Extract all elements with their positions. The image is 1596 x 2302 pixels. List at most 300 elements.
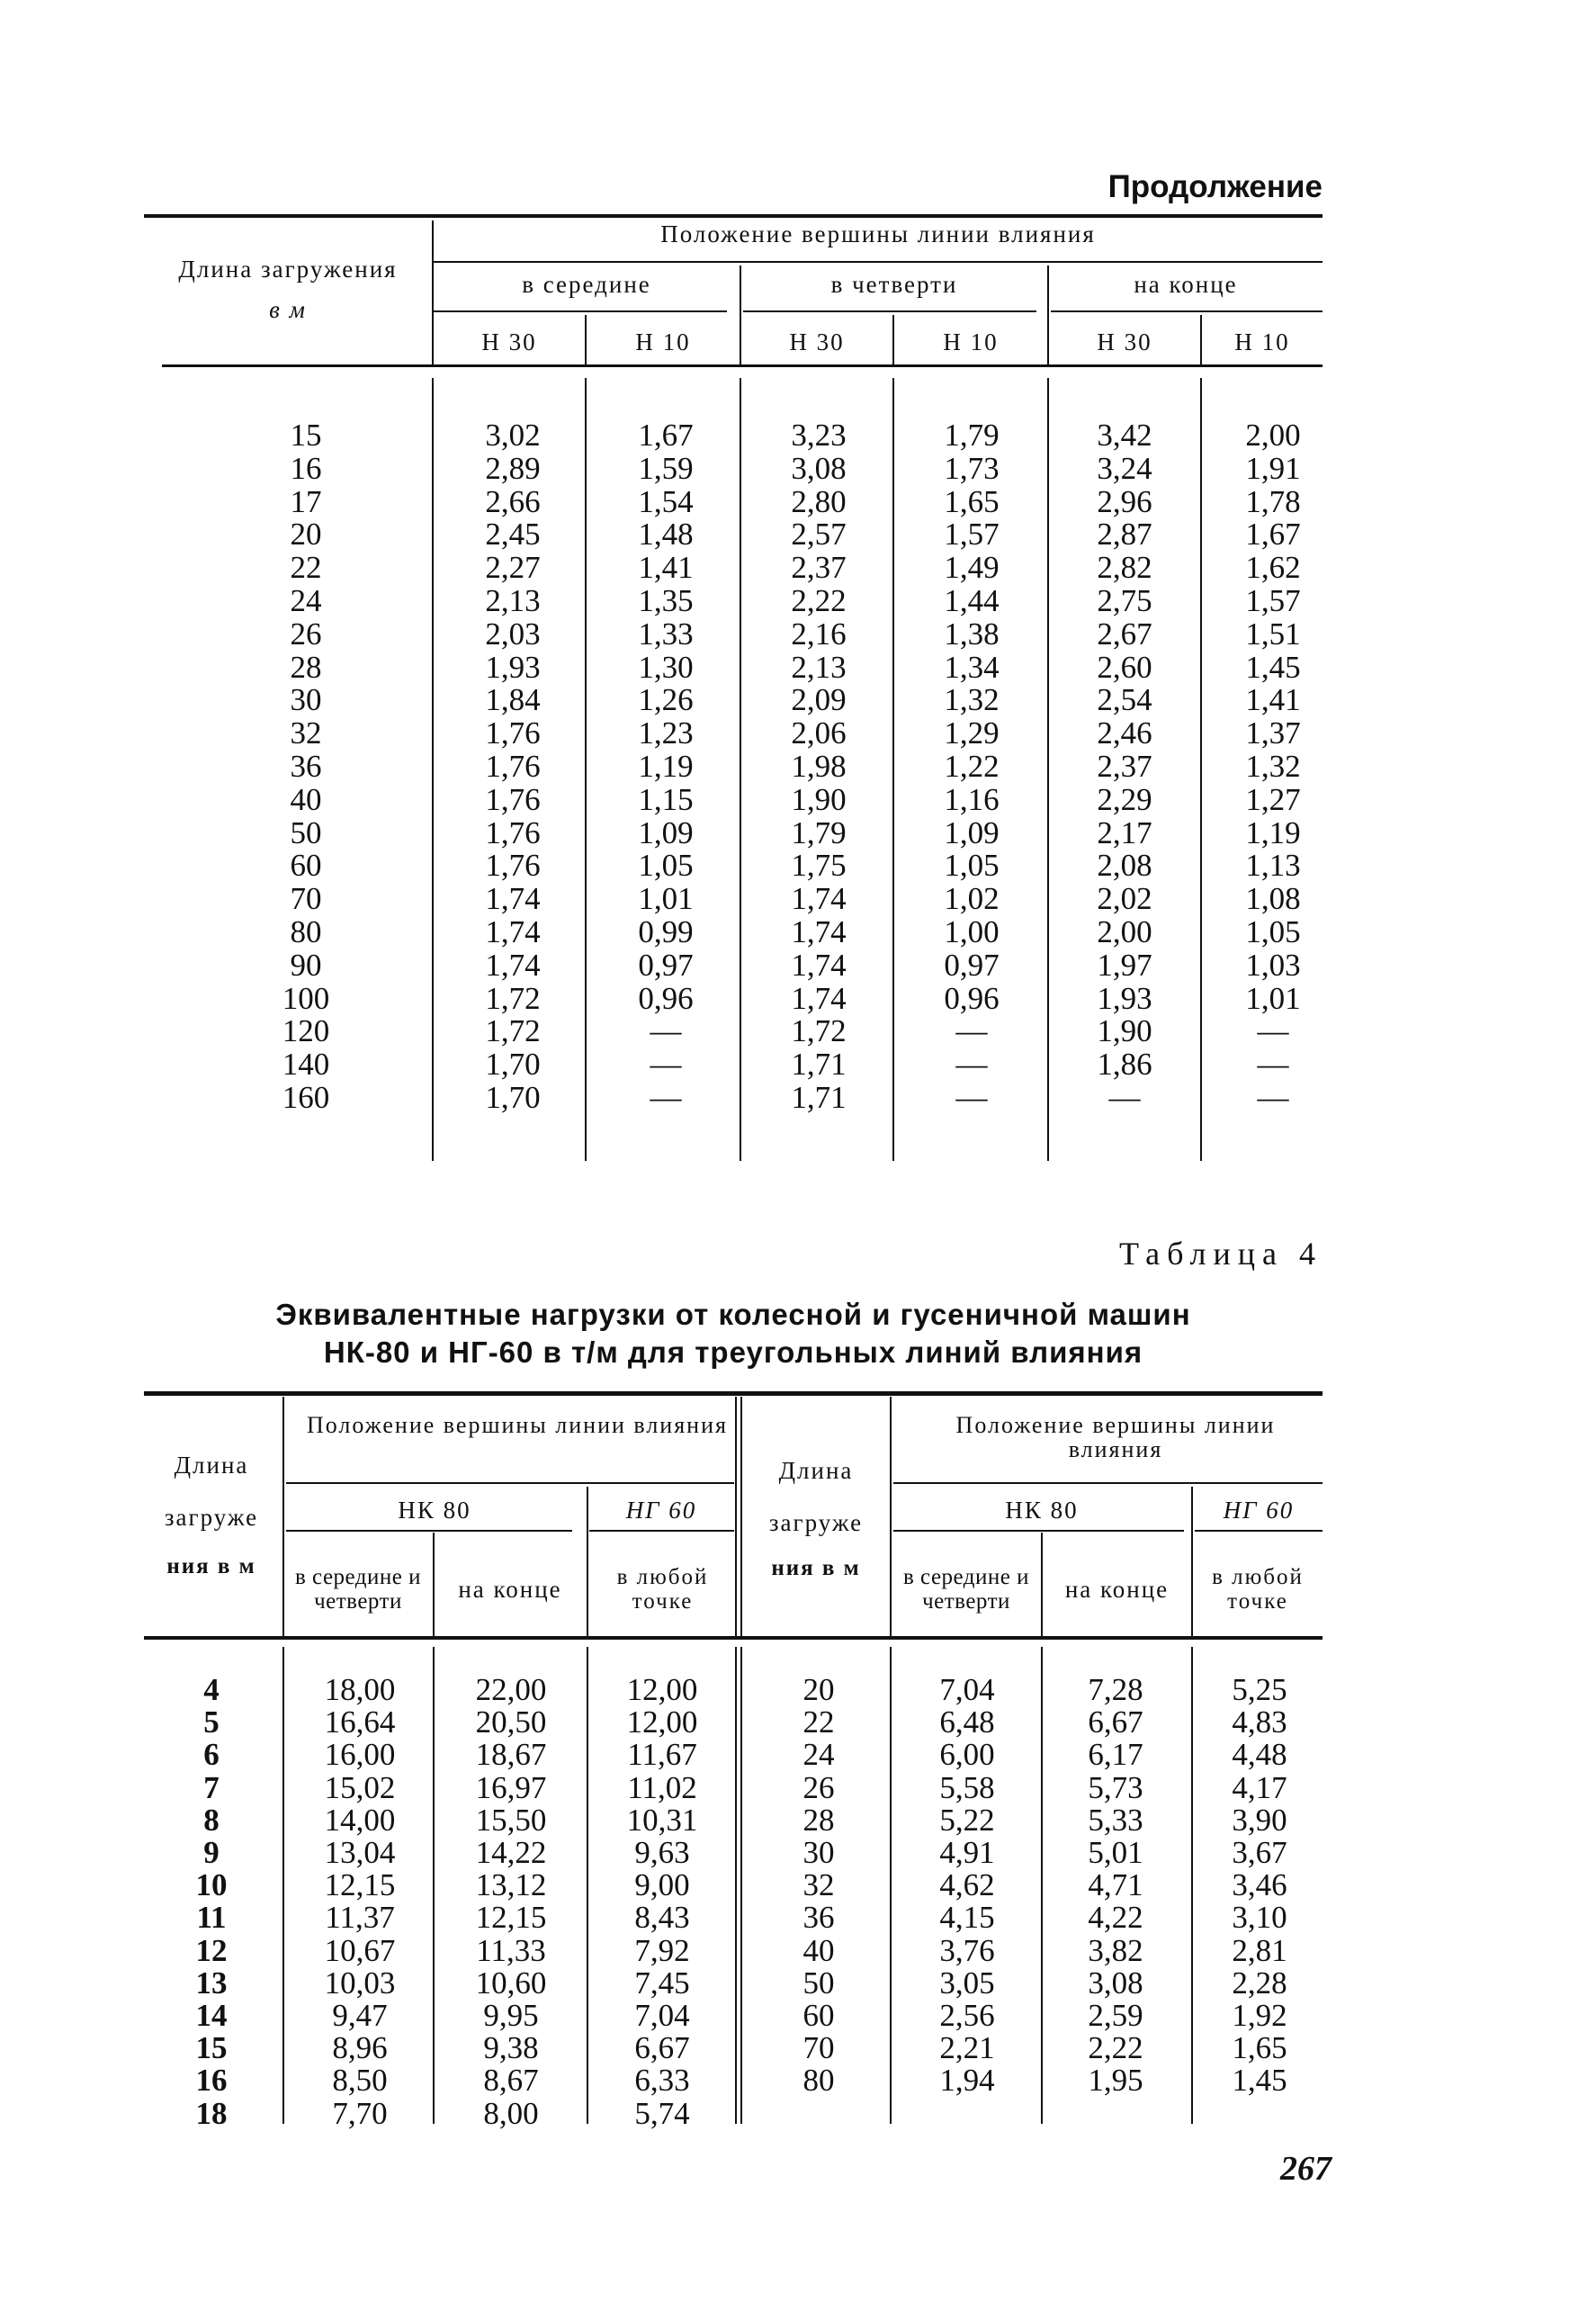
table-cell: 1,94	[939, 2063, 995, 2099]
table-cell: 2,59	[1088, 1998, 1143, 2034]
table3-pos-mid: в середине	[522, 271, 651, 298]
table4-left-sub-rule-1	[286, 1530, 572, 1532]
table-cell: 13,12	[475, 1867, 547, 1903]
table-cell: 6,00	[939, 1737, 995, 1773]
table-cell: 2,28	[1232, 1965, 1287, 2001]
table-cell: 5,58	[939, 1769, 995, 1805]
table-cell: 2,56	[939, 1998, 995, 2034]
table4-vrule-d2-b	[740, 1647, 742, 2124]
table3-pos-end: на конце	[1134, 271, 1238, 298]
table-cell: 3,67	[1232, 1835, 1287, 1871]
table-cell: 1,05	[944, 848, 1000, 884]
table4-title-line2: НК-80 и НГ-60 в т/м для треугольных линий влияния	[323, 1335, 1143, 1369]
table-cell: 2,80	[791, 483, 847, 519]
table-cell: 1,32	[944, 682, 1000, 718]
table4-left-mid-column	[297, 1674, 423, 2130]
table3-column-end-h30	[1080, 419, 1170, 1115]
table-cell: 15,02	[324, 1769, 396, 1805]
table-cell: 1,74	[791, 913, 847, 949]
table-cell: 1,05	[1245, 913, 1301, 949]
table-cell: 1,78	[1245, 483, 1301, 519]
table-cell: 3,08	[1088, 1965, 1143, 2001]
table-cell: 1,03	[1245, 947, 1301, 983]
table3-vrule-1b	[585, 378, 587, 1161]
table-cell: 17	[290, 483, 322, 519]
table-cell: 1,76	[485, 848, 541, 884]
table-cell: 18	[195, 2095, 228, 2131]
table-cell: 2,54	[1097, 682, 1152, 718]
table-cell: 1,74	[791, 881, 847, 917]
table-cell: 1,51	[1245, 616, 1301, 652]
table4-vrule-a-b	[282, 1647, 284, 2124]
table-cell: 14,00	[324, 1802, 396, 1838]
table-cell: 5,01	[1088, 1835, 1143, 1871]
table4-title-line1: Эквивалентные нагрузки от колесной и гусеничной машин	[275, 1298, 1191, 1331]
table-cell: 6,33	[634, 2063, 690, 2099]
table3-sub-rule-1	[434, 310, 727, 312]
table-cell: 3,82	[1088, 1932, 1143, 1968]
table-cell: 40	[290, 781, 322, 817]
table-cell: 0,99	[638, 913, 694, 949]
table-cell: 1,13	[1245, 848, 1301, 884]
table-cell: 1,62	[1245, 550, 1301, 586]
table-cell: 80	[802, 2063, 835, 2099]
table4-left-sub-rule-2	[589, 1530, 734, 1532]
table-cell: 2,06	[791, 715, 847, 751]
table-cell: 1,33	[638, 616, 694, 652]
table4-right-sub-end: на конце	[1064, 1576, 1170, 1603]
table-cell: 1,76	[485, 715, 541, 751]
table-cell: 0,97	[944, 947, 1000, 983]
table4-vrule-d2	[740, 1397, 742, 1636]
table-cell: 36	[290, 748, 322, 784]
table-cell: 16	[290, 450, 322, 486]
table3-load-4: Н 30	[1097, 328, 1152, 355]
table-cell: 7,04	[634, 1998, 690, 2034]
table-cell: 6,17	[1088, 1737, 1143, 1773]
table4-left-length-header-1: Длина	[174, 1452, 249, 1479]
table-cell: 1,44	[944, 582, 1000, 618]
table-cell: 1,72	[485, 980, 541, 1016]
table-cell: 1,75	[791, 848, 847, 884]
table-cell: 3,02	[485, 418, 541, 453]
table-cell: 1,00	[944, 913, 1000, 949]
table-cell: 1,09	[638, 814, 694, 850]
table-cell: —	[1257, 1013, 1289, 1049]
table3-lengths-column	[261, 419, 351, 1115]
table-cell: 1,41	[1245, 682, 1301, 718]
table4-left-lengths-column	[171, 1674, 252, 2130]
table4-header-bottom-rule	[144, 1636, 1323, 1640]
table-cell: 3,24	[1097, 450, 1152, 486]
table-cell: 1,45	[1232, 2063, 1287, 2099]
table4-right-any-column	[1206, 1674, 1314, 2098]
table-cell: 1,09	[944, 814, 1000, 850]
table-cell: 9,47	[332, 1998, 388, 2034]
table-cell: 20	[802, 1672, 835, 1707]
table4-vrule-b	[433, 1533, 435, 1636]
table-cell: 0,97	[638, 947, 694, 983]
table3-header-bottom-rule	[162, 364, 1323, 367]
table3-load-3: Н 10	[943, 328, 999, 355]
table4-vrule-c-b	[587, 1647, 588, 2124]
table-cell: 1,70	[485, 1079, 541, 1115]
table-cell: 1,79	[791, 814, 847, 850]
table-cell: 1,37	[1245, 715, 1301, 751]
table-cell: 3,76	[939, 1932, 995, 1968]
table-cell: 14	[195, 1998, 228, 2034]
table4-vrule-e-b	[890, 1647, 892, 2124]
table-cell: 2,82	[1097, 550, 1152, 586]
table-cell: 2,09	[791, 682, 847, 718]
table-cell: 1,74	[791, 947, 847, 983]
table-cell: 1,30	[638, 649, 694, 685]
table-cell: 3,46	[1232, 1867, 1287, 1903]
table-cell: 5,74	[634, 2095, 690, 2131]
table-cell: 4,71	[1088, 1867, 1143, 1903]
table-cell: 2,17	[1097, 814, 1152, 850]
table-cell: 60	[802, 1998, 835, 2034]
table-cell: 7	[203, 1769, 220, 1805]
table-cell: 3,23	[791, 418, 847, 453]
table-cell: 36	[802, 1900, 835, 1936]
table-cell: 2,46	[1097, 715, 1152, 751]
table-cell: 10,31	[626, 1802, 698, 1838]
table-cell: 1,79	[944, 418, 1000, 453]
table-cell: 7,70	[332, 2095, 388, 2131]
table-cell: 1,26	[638, 682, 694, 718]
table-cell: 7,28	[1088, 1672, 1143, 1707]
table-cell: 18,00	[324, 1672, 396, 1707]
table-cell: 11,33	[476, 1932, 546, 1968]
table-cell: 22	[290, 550, 322, 586]
table-cell: 9,63	[634, 1835, 690, 1871]
table-cell: 1,86	[1097, 1047, 1152, 1083]
table-cell: 1,67	[1245, 517, 1301, 553]
table3-load-5: Н 10	[1234, 328, 1290, 355]
table-cell: 11	[196, 1900, 227, 1936]
table-cell: 11,02	[627, 1769, 697, 1805]
table-cell: 12,15	[475, 1900, 547, 1936]
table-cell: 2,96	[1097, 483, 1152, 519]
table-cell: 1,76	[485, 748, 541, 784]
table-cell: 28	[802, 1802, 835, 1838]
table-cell: 50	[290, 814, 322, 850]
table-cell: 0,96	[944, 980, 1000, 1016]
table4-right-ng-label: НГ 60	[1223, 1497, 1295, 1524]
table-cell: 1,67	[638, 418, 694, 453]
table-cell: —	[955, 1079, 988, 1115]
table-cell: 15	[195, 2030, 228, 2066]
table-cell: 70	[802, 2030, 835, 2066]
table-cell: 1,41	[638, 550, 694, 586]
table-cell: 1,19	[1245, 814, 1301, 850]
table-cell: 100	[282, 980, 330, 1016]
table-cell: 2,89	[485, 450, 541, 486]
table-cell: 16,97	[475, 1769, 547, 1805]
table-cell: 16,64	[324, 1704, 396, 1740]
table4-vrule-f-b	[1041, 1647, 1043, 2124]
table4-left-ng-label: НГ 60	[625, 1497, 697, 1524]
table4-left-group-header: Положение вершины линии влияния	[307, 1412, 728, 1438]
table-cell: 2,13	[485, 582, 541, 618]
table-cell: 22,00	[475, 1672, 547, 1707]
table-cell: 20,50	[475, 1704, 547, 1740]
table-cell: 10,67	[324, 1932, 396, 1968]
table4-left-group-rule	[286, 1482, 734, 1484]
table-cell: 6,67	[1088, 1704, 1143, 1740]
table-cell: 12	[195, 1932, 228, 1968]
table-cell: 70	[290, 881, 322, 917]
continuation-label: Продолжение	[1107, 169, 1323, 204]
table-cell: 1,49	[944, 550, 1000, 586]
table-cell: 1,71	[791, 1079, 847, 1115]
table-cell: 160	[282, 1079, 330, 1115]
table3-load-1: Н 10	[635, 328, 691, 355]
table4-vrule-b-b	[433, 1647, 435, 2124]
table4-vrule-g	[1191, 1487, 1193, 1636]
table3-vrule-4b	[1047, 378, 1049, 1161]
table-cell: 140	[282, 1047, 330, 1083]
table-cell: 26	[802, 1769, 835, 1805]
table-cell: 2,22	[1088, 2030, 1143, 2066]
table-cell: 15,50	[475, 1802, 547, 1838]
table-cell: 1,23	[638, 715, 694, 751]
table-cell: 1,65	[944, 483, 1000, 519]
table-cell: 16,00	[324, 1737, 396, 1773]
table4-vrule-d1	[735, 1397, 737, 1636]
table-cell: 30	[802, 1835, 835, 1871]
table4-vrule-g-b	[1191, 1647, 1193, 2124]
table4-left-end-column	[448, 1674, 574, 2130]
table-cell: 2,02	[1097, 881, 1152, 917]
table-cell: 1,27	[1245, 781, 1301, 817]
table3-length-unit: в м	[269, 296, 307, 323]
table-cell: 1,93	[1097, 980, 1152, 1016]
table-cell: 10	[195, 1867, 228, 1903]
table-cell: 2,75	[1097, 582, 1152, 618]
table4-right-sub-rule-1	[893, 1530, 1184, 1532]
table-cell: 2,00	[1097, 913, 1152, 949]
table4-left-sub-mid: в середине и четверти	[294, 1565, 422, 1614]
table-cell: 1,90	[1097, 1013, 1152, 1049]
table-cell: 1,70	[485, 1047, 541, 1083]
table-cell: 1,05	[638, 848, 694, 884]
table-cell: 1,76	[485, 814, 541, 850]
table3-sub-rule-3	[1051, 310, 1323, 312]
table-cell: 6,48	[939, 1704, 995, 1740]
table-cell: 1,01	[638, 881, 694, 917]
table-cell: 1,57	[944, 517, 1000, 553]
table-cell: 1,72	[791, 1013, 847, 1049]
table-cell: 2,29	[1097, 781, 1152, 817]
table-cell: 2,03	[485, 616, 541, 652]
table-cell: 60	[290, 848, 322, 884]
table-cell: 14,22	[475, 1835, 547, 1871]
table-cell: 1,92	[1232, 1998, 1287, 2034]
table-cell: 1,32	[1245, 748, 1301, 784]
table3-column-end-h10	[1228, 419, 1318, 1115]
table-cell: 5,73	[1088, 1769, 1143, 1805]
table-cell: 1,34	[944, 649, 1000, 685]
table4-left-any-column	[599, 1674, 725, 2130]
table4-right-length-header-3: ния в м	[771, 1556, 861, 1580]
table-cell: 16	[195, 2063, 228, 2099]
table-cell: 120	[282, 1013, 330, 1049]
table-cell: 2,22	[791, 582, 847, 618]
table-cell: 2,37	[1097, 748, 1152, 784]
table-cell: 30	[290, 682, 322, 718]
table-cell: 6	[203, 1737, 220, 1773]
table-cell: 1,90	[791, 781, 847, 817]
table-cell: 40	[802, 1932, 835, 1968]
table3-column-quarter-h30	[774, 419, 864, 1115]
table-cell: 2,27	[485, 550, 541, 586]
table-cell: 1,73	[944, 450, 1000, 486]
table-cell: 32	[290, 715, 322, 751]
table4-right-nk-label: НК 80	[1005, 1497, 1079, 1524]
table-cell: 1,29	[944, 715, 1000, 751]
table-cell: 8,43	[634, 1900, 690, 1936]
table-cell: 4,15	[939, 1900, 995, 1936]
table-cell: 18,67	[475, 1737, 547, 1773]
table-cell: 32	[802, 1867, 835, 1903]
table3-group-rule	[434, 261, 1323, 263]
table-cell: 2,87	[1097, 517, 1152, 553]
table-cell: 4,17	[1232, 1769, 1287, 1805]
table-cell: 15	[290, 418, 322, 453]
table-cell: 1,19	[638, 748, 694, 784]
table-cell: 50	[802, 1965, 835, 2001]
table-cell: 20	[290, 517, 322, 553]
table4-right-group-rule	[893, 1482, 1323, 1484]
table-cell: 2,08	[1097, 848, 1152, 884]
table-cell: 3,08	[791, 450, 847, 486]
table4-right-lengths-column	[774, 1674, 864, 2098]
table-cell: 1,16	[944, 781, 1000, 817]
table-cell: 1,01	[1245, 980, 1301, 1016]
table-cell: 2,00	[1245, 418, 1301, 453]
table-cell: 3,05	[939, 1965, 995, 2001]
table-cell: —	[1257, 1079, 1289, 1115]
table-cell: 9,95	[483, 1998, 539, 2034]
table-cell: 3,42	[1097, 418, 1152, 453]
table-cell: 1,74	[485, 881, 541, 917]
table4-right-sub-rule-2	[1195, 1530, 1323, 1532]
table-cell: 2,37	[791, 550, 847, 586]
table-cell: 8,96	[332, 2030, 388, 2066]
table3-sub-rule-2	[743, 310, 1036, 312]
table-cell: 12,15	[324, 1867, 396, 1903]
table-cell: 1,91	[1245, 450, 1301, 486]
table4-right-end-column	[1057, 1674, 1174, 2098]
table-cell: 2,16	[791, 616, 847, 652]
table-cell: 0,96	[638, 980, 694, 1016]
table-cell: 1,93	[485, 649, 541, 685]
table-cell: 26	[290, 616, 322, 652]
table-cell: 2,45	[485, 517, 541, 553]
table4-label: Таблица 4	[1119, 1236, 1323, 1272]
table-cell: —	[650, 1013, 682, 1049]
table-cell: 12,00	[626, 1704, 698, 1740]
table-cell: 28	[290, 649, 322, 685]
table-cell: 10,60	[475, 1965, 547, 2001]
table-cell: 1,59	[638, 450, 694, 486]
table-cell: 13,04	[324, 1835, 396, 1871]
table4-left-length-header-3: ния в м	[166, 1554, 256, 1578]
table-cell: 1,22	[944, 748, 1000, 784]
table-cell: 1,74	[791, 980, 847, 1016]
table-cell: 9	[203, 1835, 220, 1871]
table-cell: —	[1257, 1047, 1289, 1083]
table-cell: 2,57	[791, 517, 847, 553]
table-cell: 4,62	[939, 1867, 995, 1903]
table-cell: 2,81	[1232, 1932, 1287, 1968]
table-cell: 4	[203, 1672, 220, 1707]
table3-group-header: Положение вершины линии влияния	[660, 220, 1096, 247]
table-cell: —	[650, 1047, 682, 1083]
table-cell: 1,98	[791, 748, 847, 784]
table4-left-nk-label: НК 80	[398, 1497, 471, 1524]
table-cell: 1,45	[1245, 649, 1301, 685]
table3-vrule-0b	[432, 378, 434, 1161]
table-cell: 4,48	[1232, 1737, 1287, 1773]
table-cell: 2,66	[485, 483, 541, 519]
table-cell: 1,95	[1088, 2063, 1143, 2099]
table3-load-2: Н 30	[789, 328, 845, 355]
table4-left-sub-any: в любой точке	[616, 1565, 709, 1614]
table-cell: —	[650, 1079, 682, 1115]
table-cell: 5	[203, 1704, 220, 1740]
table-cell: 1,84	[485, 682, 541, 718]
table-cell: 3,90	[1232, 1802, 1287, 1838]
table-cell: —	[1108, 1079, 1141, 1115]
table-cell: 13	[195, 1965, 228, 2001]
table-cell: 9,00	[634, 1867, 690, 1903]
table4-left-length-header-2: загруже	[164, 1504, 259, 1531]
table-cell: 22	[802, 1704, 835, 1740]
table-cell: 24	[290, 582, 322, 618]
table-cell: 1,97	[1097, 947, 1152, 983]
table-cell: 1,72	[485, 1013, 541, 1049]
table-cell: 11,67	[627, 1737, 697, 1773]
table4-right-length-header-2: загруже	[768, 1509, 864, 1536]
table4-top-rule	[144, 1391, 1323, 1396]
table-cell: 1,65	[1232, 2030, 1287, 2066]
table4-vrule-d1-b	[735, 1647, 737, 2124]
table-cell: 7,45	[634, 1965, 690, 2001]
table3-vrule-3b	[892, 378, 894, 1161]
table-cell: 1,35	[638, 582, 694, 618]
table3-vrule-5b	[1200, 378, 1202, 1161]
table3-top-rule	[144, 214, 1323, 218]
table3-column-quarter-h10	[927, 419, 1017, 1115]
table-cell: 24	[802, 1737, 835, 1773]
table4-right-sub-mid: в середине и четверти	[902, 1565, 1030, 1614]
table-cell: 4,91	[939, 1835, 995, 1871]
table-cell: 9,38	[483, 2030, 539, 2066]
table-cell: 5,25	[1232, 1672, 1287, 1707]
table-cell: 90	[290, 947, 322, 983]
table-cell: 5,22	[939, 1802, 995, 1838]
table4-right-group-header: Положение вершины линии влияния	[955, 1412, 1276, 1462]
table-cell: 4,22	[1088, 1900, 1143, 1936]
table-cell: 8,00	[483, 2095, 539, 2131]
table-cell: 8,67	[483, 2063, 539, 2099]
table-cell: 1,76	[485, 781, 541, 817]
table3-pos-quarter: в четверти	[830, 271, 958, 298]
table-cell: 1,57	[1245, 582, 1301, 618]
